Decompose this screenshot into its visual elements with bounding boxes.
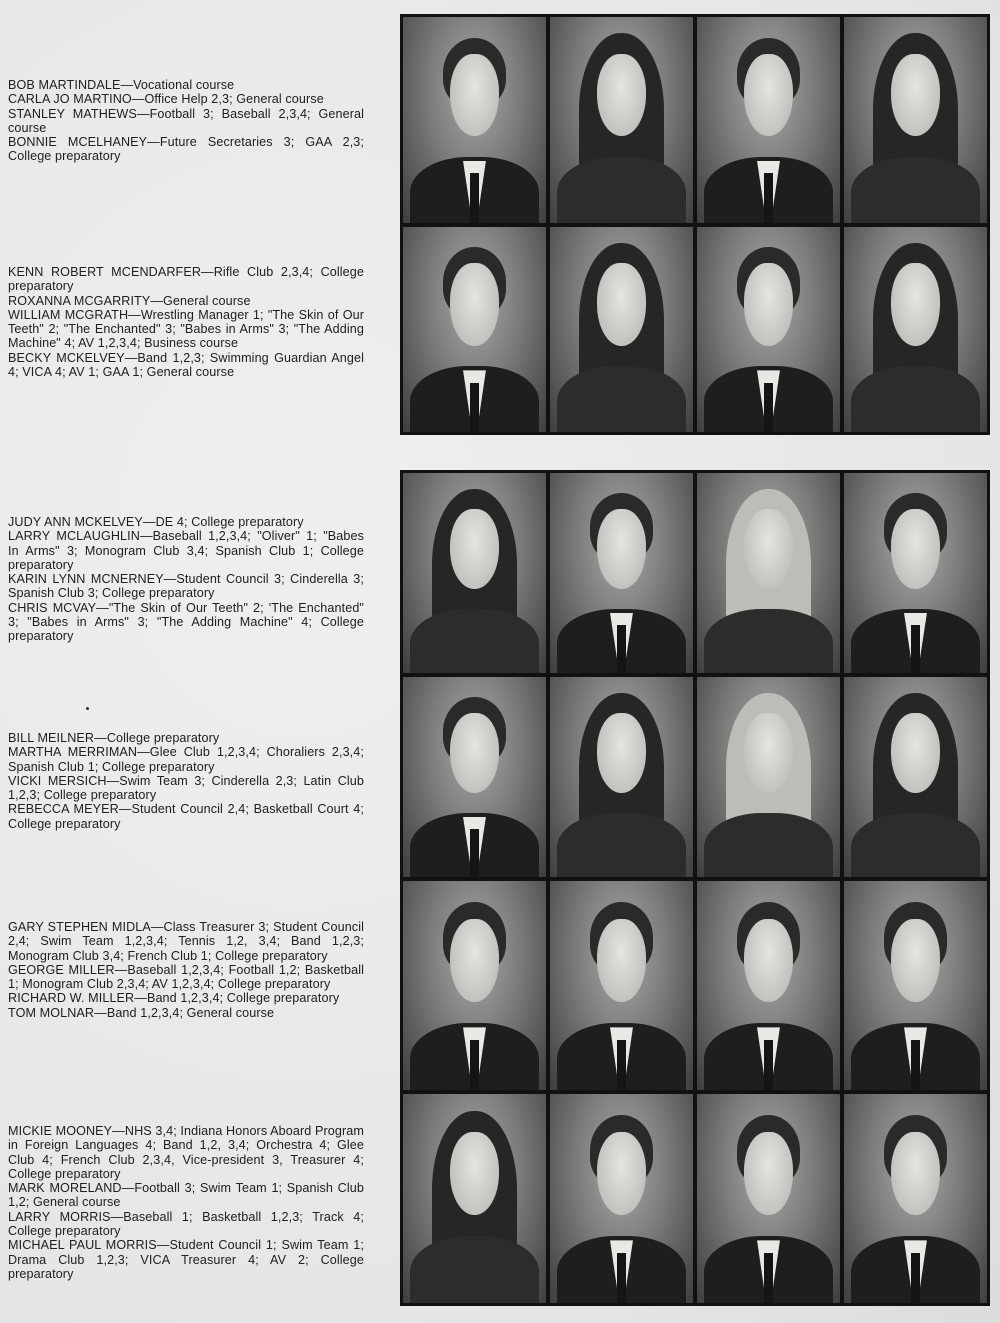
student-caption: MARK MORELAND—Football 3; Swim Team 1; Spanish Club 1,2; General course: [8, 1181, 364, 1210]
student-caption: GARY STEPHEN MIDLA—Class Treasurer 3; Student Council 2,4; Swim Team 1,2,3,4; Tennis 1,2, 3,4; Band 1,2,3; Monogram Club 3,4; French Club 1; College preparatory: [8, 920, 364, 963]
student-caption: REBECCA MEYER—Student Council 2,4; Basketball Court 4; College preparatory: [8, 802, 364, 831]
student-portrait: [697, 1094, 840, 1303]
student-portrait: [403, 473, 546, 673]
student-caption: KENN ROBERT MCENDARFER—Rifle Club 2,3,4; College preparatory: [8, 265, 364, 294]
caption-group-1: [8, 78, 364, 164]
student-caption: MICHAEL PAUL MORRIS—Student Council 1; Swim Team 1; Drama Club 1,2,3; VICA Treasurer 4; AV 2; College preparatory: [8, 1238, 364, 1281]
student-portrait: [844, 677, 987, 877]
photo-block-bottom: [400, 878, 990, 1306]
ink-dot: [86, 707, 89, 710]
student-caption: LARRY MORRIS—Baseball 1; Basketball 1,2,3; Track 4; College preparatory: [8, 1209, 364, 1239]
student-portrait: [697, 881, 840, 1090]
caption-group-2: [8, 265, 364, 379]
student-caption: ROXANNA MCGARRITY—General course: [8, 293, 251, 308]
student-caption: BOB MARTINDALE—Vocational course: [8, 78, 235, 92]
student-portrait: [550, 473, 693, 673]
student-portrait: [403, 881, 546, 1090]
photo-block-middle: [400, 470, 990, 880]
student-portrait: [697, 677, 840, 877]
student-caption: GEORGE MILLER—Baseball 1,2,3,4; Football 1,2; Basketball 1; Monogram Club 2,3,4; AV 1,2,3,4; College preparatory: [8, 962, 364, 992]
student-caption: LARRY MCLAUGHLIN—Baseball 1,2,3,4; "Oliver" 1; "Babes In Arms" 3; Monogram Club 3,4; Spanish Club 1; College preparatory: [8, 529, 364, 572]
student-portrait: [697, 473, 840, 673]
student-caption: WILLIAM MCGRATH—Wrestling Manager 1; "The Skin of Our Teeth" 2; "The Enchanted" 3; "Babes in Arms" 3; "The Adding Machine" 4; AV 1,2,3,4; Business course: [8, 307, 364, 351]
student-portrait: [844, 473, 987, 673]
caption-group-3: [8, 515, 364, 644]
student-portrait: [550, 677, 693, 877]
student-caption: STANLEY MATHEWS—Football 3; Baseball 2,3,4; General course: [8, 106, 364, 135]
student-caption: CARLA JO MARTINO—Office Help 2,3; General course: [8, 92, 324, 107]
student-portrait: [403, 227, 546, 433]
student-portrait: [403, 677, 546, 877]
caption-group-4: [8, 731, 364, 831]
student-caption: BONNIE MCELHANEY—Future Secretaries 3; GAA 2,3; College preparatory: [8, 135, 364, 164]
student-portrait: [844, 17, 987, 223]
student-portrait: [403, 1094, 546, 1303]
student-portrait: [550, 17, 693, 223]
student-caption: VICKI MERSICH—Swim Team 3; Cinderella 2,3; Latin Club 1,2,3; College preparatory: [8, 773, 364, 803]
student-caption: BILL MEILNER—College preparatory: [8, 731, 220, 745]
student-portrait: [697, 17, 840, 223]
caption-group-6: [8, 1124, 364, 1281]
student-caption: CHRIS MCVAY—"The Skin of Our Teeth" 2; 'The Enchanted" 3; "Babes in Arms" 3; "The Adding Machine" 4; College preparatory: [8, 600, 364, 644]
student-caption: BECKY MCKELVEY—Band 1,2,3; Swimming Guardian Angel 4; VICA 4; AV 1; GAA 1; General course: [8, 350, 364, 380]
caption-group-5: [8, 920, 364, 1020]
student-portrait: [844, 227, 987, 433]
student-portrait: [697, 227, 840, 433]
student-caption: RICHARD W. MILLER—Band 1,2,3,4; College preparatory: [8, 991, 340, 1006]
student-portrait: [550, 227, 693, 433]
student-portrait: [550, 1094, 693, 1303]
student-portrait: [844, 1094, 987, 1303]
student-caption: TOM MOLNAR—Band 1,2,3,4; General course: [8, 1005, 275, 1020]
student-portrait: [550, 881, 693, 1090]
student-portrait: [844, 881, 987, 1090]
student-caption: MICKIE MOONEY—NHS 3,4; Indiana Honors Aboard Program in Foreign Languages 4; Band 1,2, 3,4; Orchestra 4; Glee Club 4; French Club 2,3,4, Vice-president 3, Treasurer 4; College preparatory: [8, 1124, 364, 1181]
student-caption: KARIN LYNN MCNERNEY—Student Council 3; Cinderella 3; Spanish Club 3; College preparatory: [8, 572, 364, 601]
photo-block-top: [400, 14, 990, 435]
student-portrait: [403, 17, 546, 223]
student-caption: MARTHA MERRIMAN—Glee Club 1,2,3,4; Choraliers 2,3,4; Spanish Club 1; College preparatory: [8, 745, 364, 774]
student-caption: JUDY ANN MCKELVEY—DE 4; College preparatory: [8, 515, 304, 529]
